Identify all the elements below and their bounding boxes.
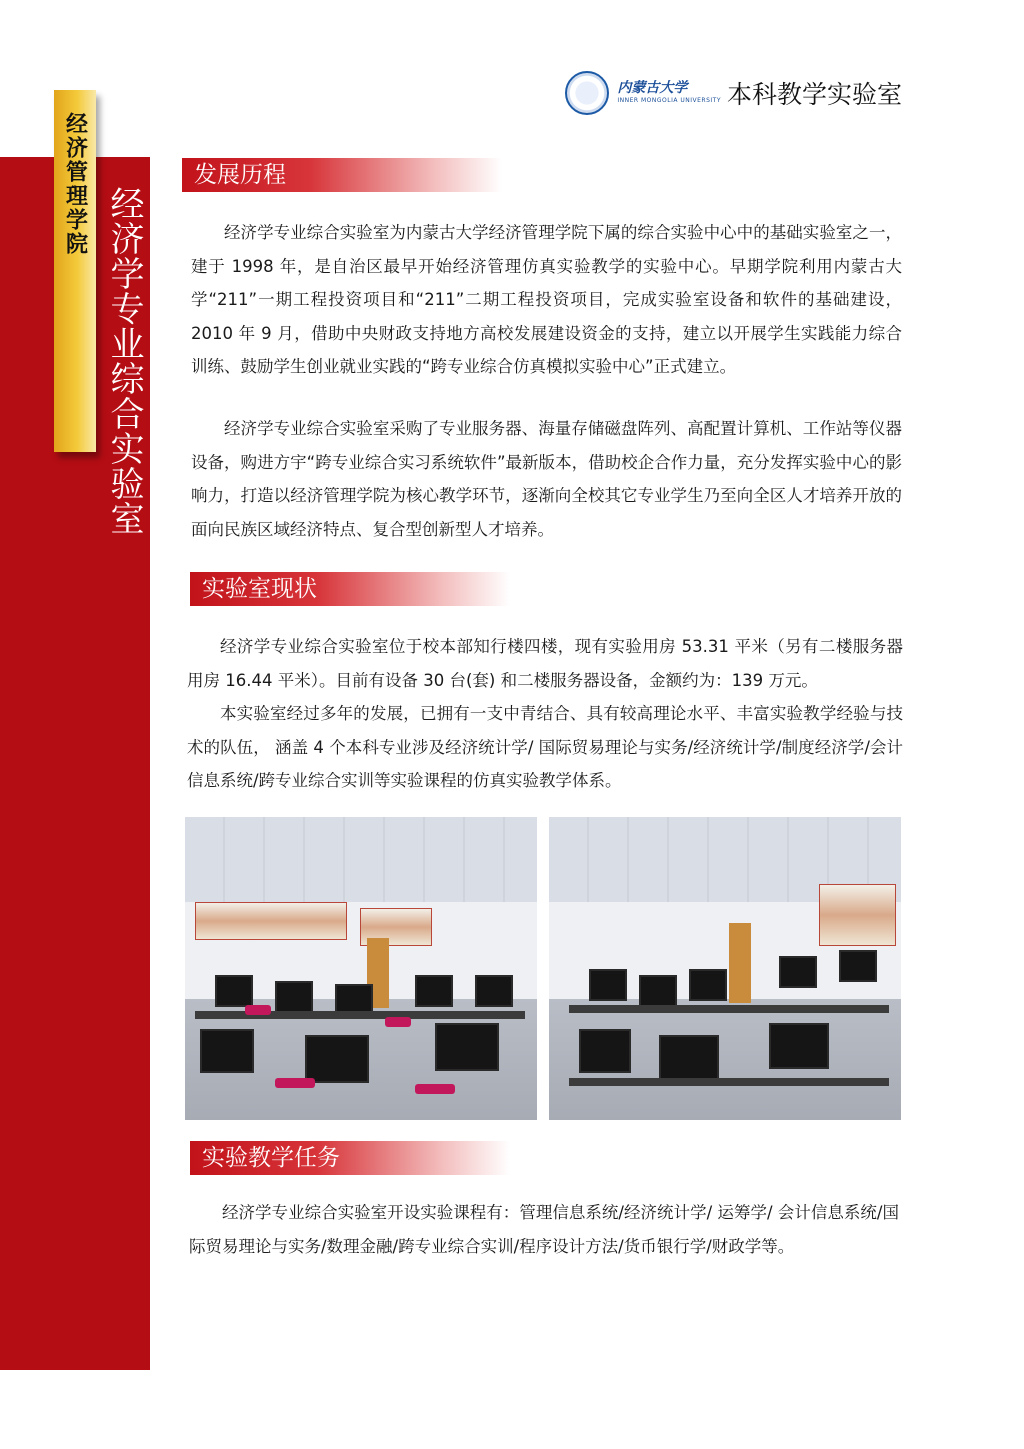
college-tab [54,90,96,452]
lab-photo-right [549,817,901,1120]
section-title-status: 实验室现状 [202,576,317,602]
page-header [565,68,902,118]
history-paragraph-2: 经济学专业综合实验室采购了专业服务器、海量存储磁盘阵列、高配置计算机、工作站等仪器设备，购进方宇“跨专业综合实习系统软件”最新版本，借助校企合作力量，充分发挥实验中心的影响力，打造以经济管理学院为核心教学环节，逐渐向全校其它专业学生乃至向全区人才培养开放的面向民族区域经济特点、复合型创新型人才培养。 [191,419,902,539]
section-header-tasks [190,1141,510,1175]
page-title: 本科教学实验室 [726,80,902,109]
university-seal-icon [565,71,609,115]
section-title-history: 发展历程 [194,162,286,188]
university-name-cn: 内蒙古大学 [617,80,688,96]
lab-vertical-title: 经济学专业综合实验室 [104,186,144,536]
status-paragraph-1: 经济学专业综合实验室位于校本部知行楼四楼，现有实验用房 53.31 平米（另有二楼服务器用房 16.44 平米）。目前有设备 30 台(套) 和二楼服务器设备，金额约为：139 万元。 [187,637,903,690]
section-title-tasks: 实验教学任务 [202,1145,340,1171]
university-name-en: INNER MONGOLIA UNIVERSITY [617,97,721,104]
university-logo [617,80,721,106]
section-header-history [182,158,502,192]
tasks-paragraph-1: 经济学专业综合实验室开设实验课程有：管理信息系统/经济统计学/ 运筹学/ 会计信息系统/国际贸易理论与实务/数理金融/跨专业综合实训/程序设计方法/货币银行学/财政学等。 [189,1203,899,1256]
status-paragraph-2: 本实验室经过多年的发展，已拥有一支中青结合、具有较高理论水平、丰富实验教学经验与技术的队伍， 涵盖 4 个本科专业涉及经济统计学/ 国际贸易理论与实务/经济统计学/制度经济学/会计信息系统/跨专业综合实训等实验课程的仿真实验教学体系。 [187,704,903,790]
lab-photo-left [185,817,537,1120]
history-paragraph-1: 经济学专业综合实验室为内蒙古大学经济管理学院下属的综合实验中心中的基础实验室之一，建于 1998 年，是自治区最早开始经济管理仿真实验教学的实验中心。早期学院利用内蒙古大学“211”一期工程投资项目和“211”二期工程投资项目，完成实验室设备和软件的基础建设， 2010 年 9 月，借助中央财政支持地方高校发展建设资金的支持，建立以开展学生实践能力综合训练、鼓励学生创业就业实践的“跨专业综合仿真模拟实验中心”正式建立。 [191,223,902,376]
section-header-status [190,572,510,606]
college-name: 经济管理学院 [62,112,88,256]
